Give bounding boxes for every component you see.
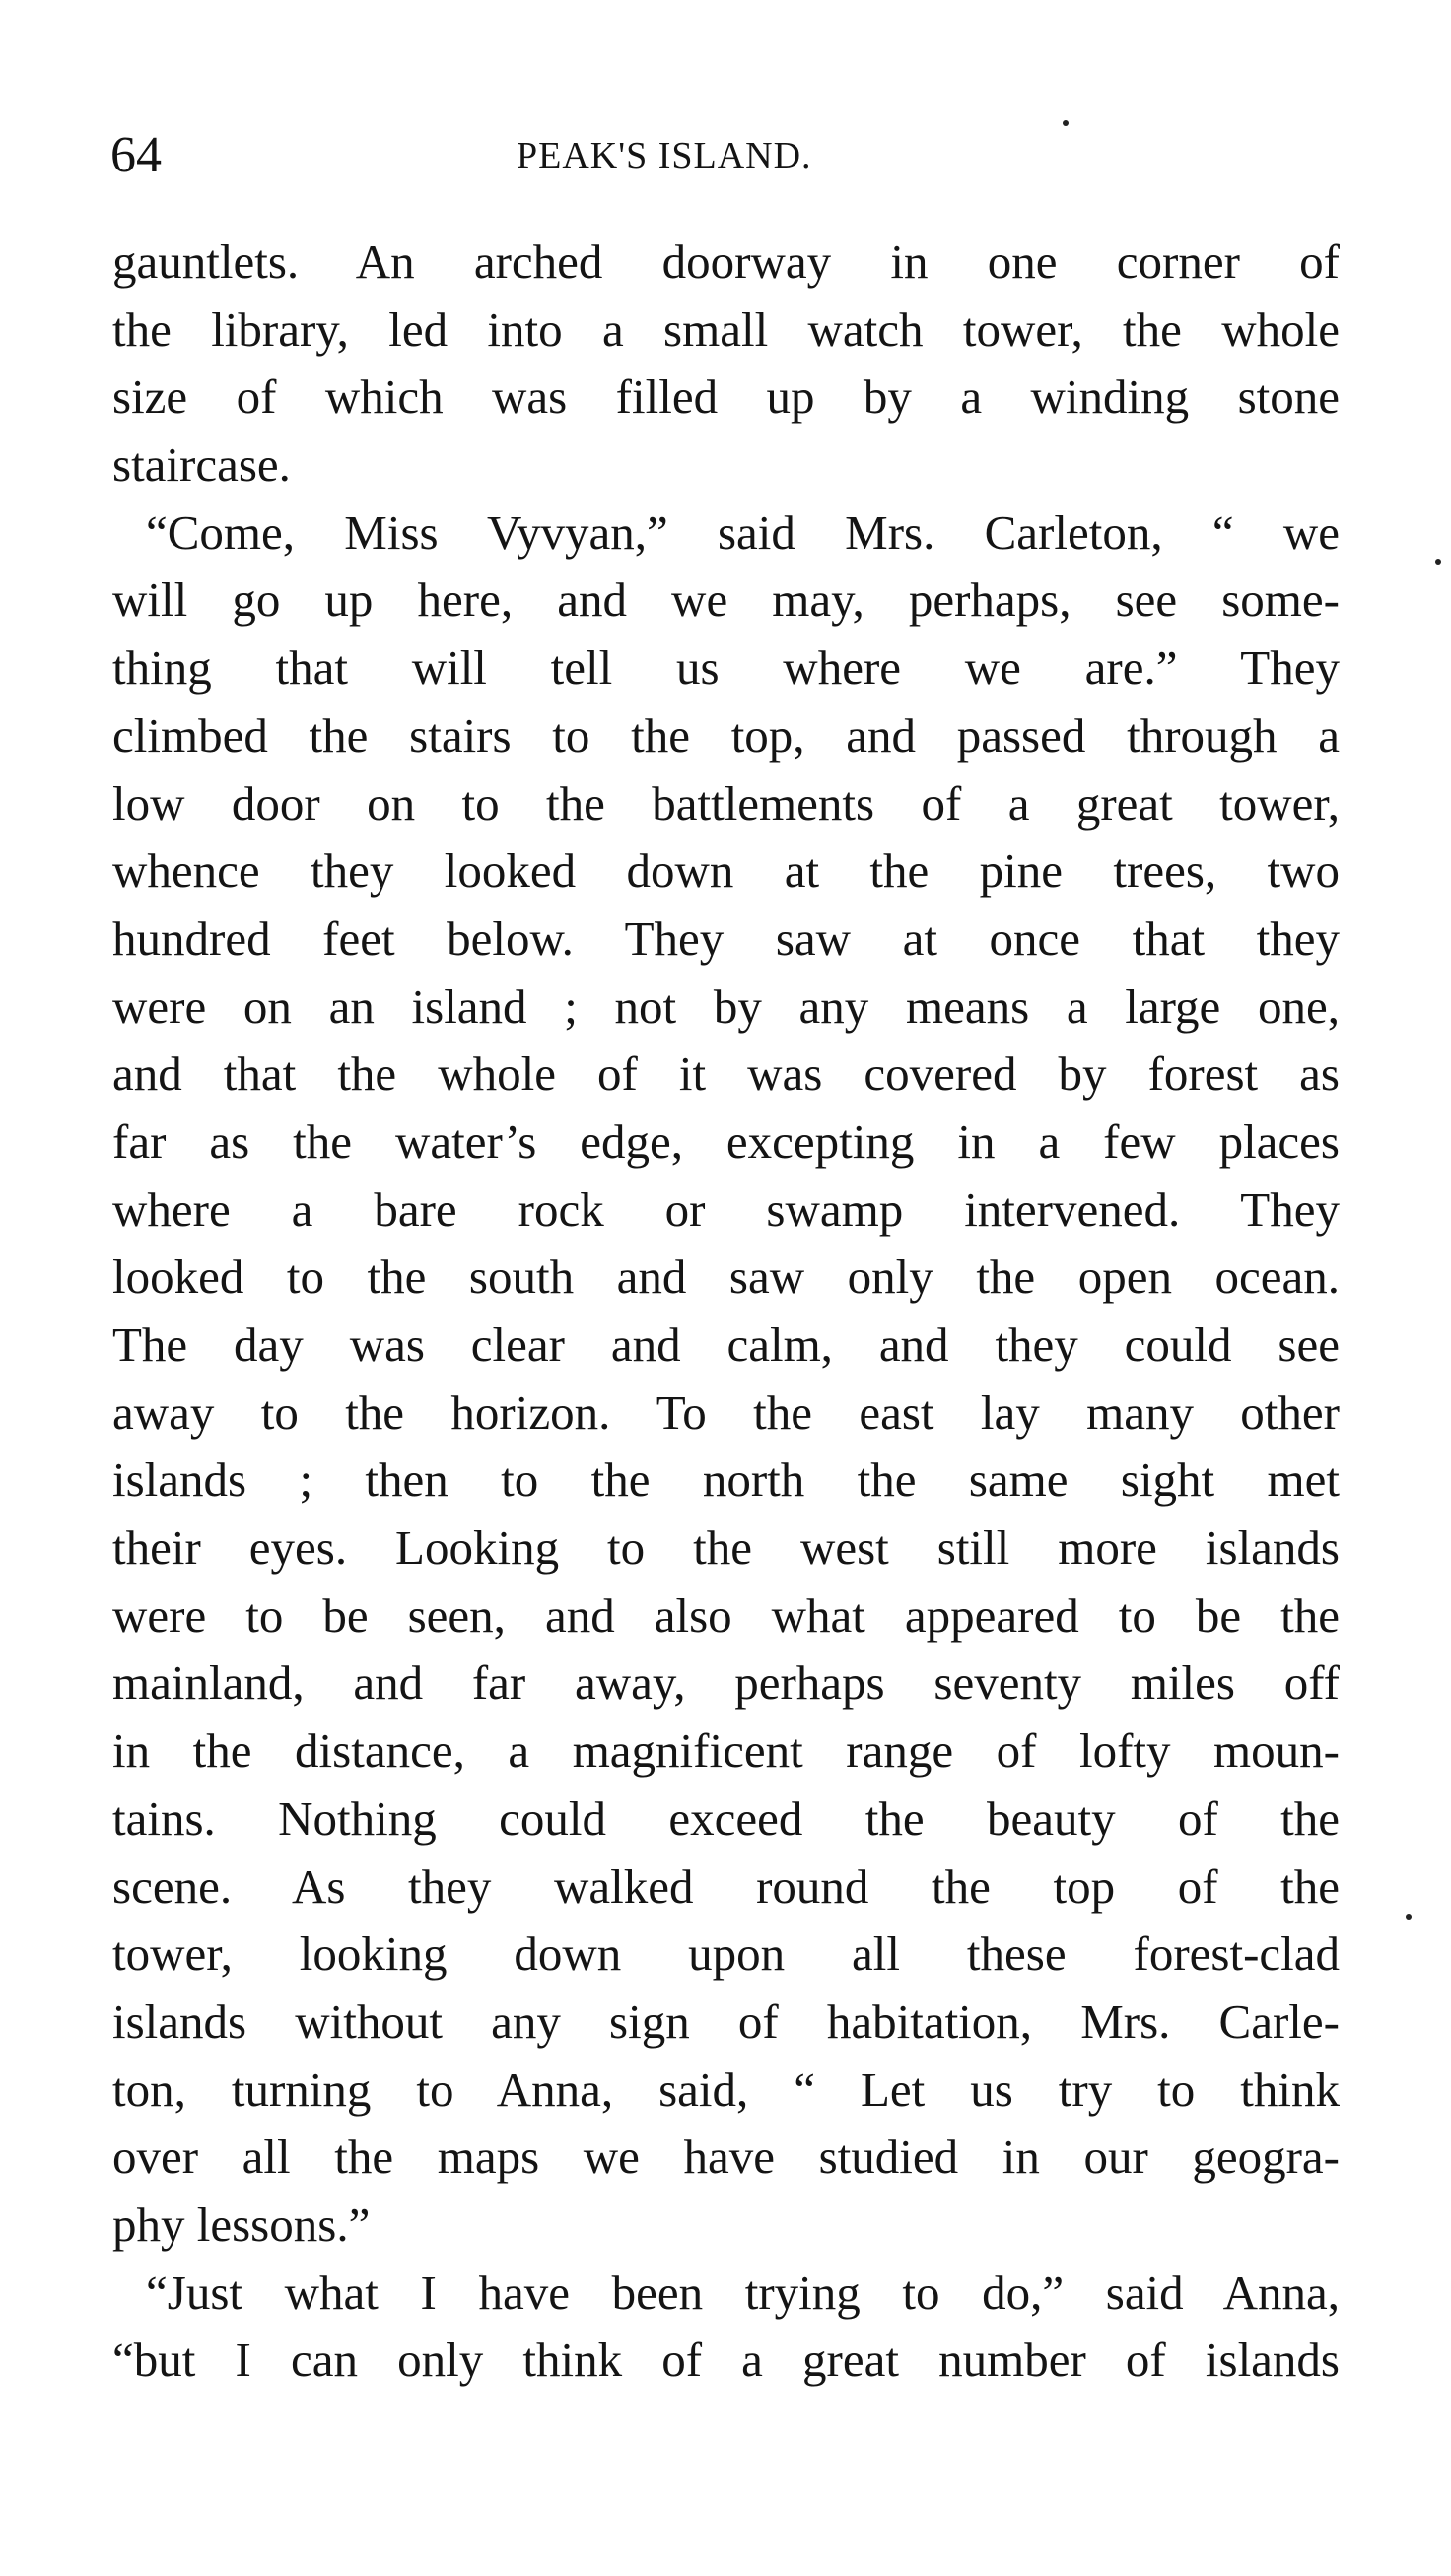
- text-line: were to be seen, and also what appeared to be the: [112, 1588, 1340, 1643]
- body-text: [112, 229, 1340, 2395]
- text-line: phy lessons.”: [112, 2197, 371, 2252]
- text-line: in the distance, a magnificent range of lofty moun-: [112, 1724, 1340, 1779]
- text-line: will go up here, and we may, perhaps, see some-: [112, 573, 1340, 628]
- text-line: “Just what I have been trying to do,” said Anna,: [146, 2265, 1340, 2320]
- text-line: were on an island ; not by any means a large one,: [112, 979, 1340, 1034]
- text-line: scene. As they walked round the top of the: [112, 1859, 1340, 1914]
- text-line: “Come, Miss Vyvyan,” said Mrs. Carleton, “ we: [146, 505, 1340, 560]
- text-line: “but I can only think of a great number of islands: [112, 2333, 1340, 2388]
- text-line: their eyes. Looking to the west still more islands: [112, 1521, 1340, 1576]
- text-line: where a bare rock or swamp intervened. They: [112, 1182, 1340, 1237]
- text-line: tower, looking down upon all these forest-clad: [112, 1927, 1340, 1982]
- text-line: the library, led into a small watch tower, the whole: [112, 302, 1340, 357]
- page-header: [110, 126, 1343, 185]
- text-line: thing that will tell us where we are.” They: [112, 641, 1340, 696]
- text-line: and that the whole of it was covered by forest as: [112, 1047, 1340, 1102]
- text-line: hundred feet below. They saw at once that they: [112, 911, 1340, 966]
- page-number: 64: [110, 127, 162, 183]
- text-line: climbed the stairs to the top, and passed through a: [112, 708, 1340, 763]
- text-line: The day was clear and calm, and they could see: [112, 1318, 1340, 1372]
- text-line: gauntlets. An arched doorway in one corner of: [112, 235, 1340, 289]
- text-line: far as the water’s edge, excepting in a few places: [112, 1114, 1340, 1169]
- text-line: low door on to the battlements of a great tower,: [112, 776, 1340, 831]
- text-line: islands without any sign of habitation, Mrs. Carle-: [112, 1994, 1340, 2049]
- text-line: looked to the south and saw only the open ocean.: [112, 1250, 1340, 1305]
- text-line: whence they looked down at the pine trees, two: [112, 844, 1340, 899]
- ink-speck: [1063, 120, 1069, 126]
- text-line: tains. Nothing could exceed the beauty of the: [112, 1791, 1340, 1846]
- text-line: over all the maps we have studied in our geogra-: [112, 2130, 1340, 2185]
- ink-speck: [1435, 559, 1441, 565]
- text-line: staircase.: [112, 438, 291, 493]
- text-line: size of which was filled up by a winding stone: [112, 370, 1340, 425]
- text-line: away to the horizon. To the east lay many other: [112, 1385, 1340, 1440]
- text-line: islands ; then to the north the same sight met: [112, 1453, 1340, 1508]
- text-line: ton, turning to Anna, said, “ Let us try to think: [112, 2062, 1340, 2117]
- text-line: mainland, and far away, perhaps seventy miles off: [112, 1656, 1340, 1711]
- running-title: PEAK'S ISLAND.: [517, 135, 812, 176]
- ink-speck: [1406, 1914, 1412, 1920]
